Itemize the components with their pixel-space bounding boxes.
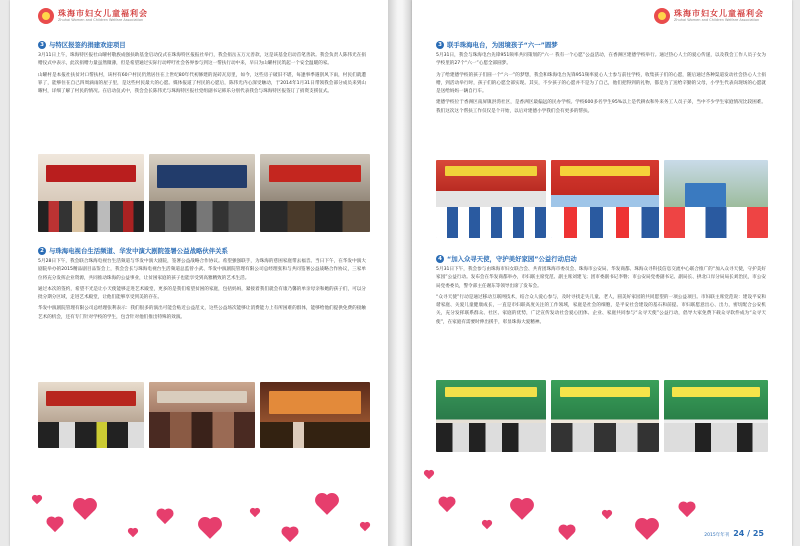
- right-page: [412, 0, 792, 546]
- heart-decoration-icon: [483, 521, 491, 529]
- logo-emblem-icon: [654, 8, 670, 24]
- photo-signing: [260, 154, 370, 232]
- page-number-text: 24 / 25: [733, 529, 764, 538]
- paragraph: 5月31日，我会与珠海电台先锋951频率共同策划的“六一 我有一个心愿”公益活动，在香洲区建德学校举行。通过热心人士的爱心传递，以及我会工作人员子女为学校里的27个“六一”心愿全部圆梦。: [436, 53, 766, 67]
- heart-decoration-icon: [637, 520, 657, 540]
- photo-agreement: [38, 382, 144, 448]
- heart-decoration-icon: [158, 510, 172, 524]
- heart-decoration-icon: [440, 498, 454, 512]
- paragraph: 为了给建德学校的孩子们圆一个“六一”的梦想，我会和珠海电台先锋951频率爱心人士参与前往学校，收集孩子们的心愿，随后通过各种渠道发动社会热心人士捐赠，到活动举行时，孩子们的心愿全部实现。其实，不少孩子的心愿并不是为了自己，他们把得到的礼物，都是为了送给辛勤的父母，小学生代表向现场的心愿就是送给妈妈一辆自行车。: [436, 72, 766, 95]
- photo-guests: [551, 380, 659, 452]
- paragraph: 5月31日下午，我会参与由珠海市妇女联合会、共青团珠海市委员会、珠海市公安局、华发商都、珠海众寻科技信息交流中心联合推广的“加入众寻天使，守护美好家园”公益行动。发布会在华发商都举办，市妇联主席党范、副主席刘建飞；团市委副书记李磐；市公安局党委副书记、副局长、拱北口岸分局局长刘治民，市公安局党委委员，警令部主任谢东等领导出席了发布会。: [436, 267, 766, 289]
- section-title-text: 联手珠海电台，为困境孩子“六一”圆梦: [447, 41, 558, 49]
- heart-decoration-icon: [283, 528, 297, 542]
- paragraph: 3月11日上午，珠海特区报社山曜村敬族成强扶助基金启动仪式在珠海特区报报社举行，我会捐岳五万元善款，这是该基金启动首笔善款。我会负责人陈伟光在捐赠仪式中表示，此次捐赠力量虽然微薄，但是希望通过实际行动呼吁社会各界参与到这一帮扶行动中来，早日为山曜村民筑起一个安全温暖的家。: [38, 53, 366, 67]
- paragraph: 建德学校位于香洲区南屏镇洪湾社区，是香洲区最偏远的民办学校。学校600多名学生95%以上是代耕农和外来务工人员子弟，当中不少学生家庭情况比较困难。我们这次这个帮扶工作仅仅是个开始，以后对建德小学我们会有更多的帮扶。: [436, 100, 766, 114]
- section-number-badge: 3: [436, 41, 444, 49]
- association-logo: [654, 8, 764, 24]
- section-1-title: [38, 40, 366, 49]
- heart-decoration-icon: [200, 519, 220, 539]
- paragraph: 华发中演剧院管理有限公司总经理张利表示：我们很多的演出可能会贴近公益范文，这些公益场次能够让消费能力上有所困难的群体，能够给他们提供免费的接触艺术的机会，还有专门针对学校的学生，包含针对他们推出特殊的效演。: [38, 306, 366, 320]
- section-4-title: [436, 254, 766, 263]
- section-4: [436, 254, 766, 327]
- heart-decoration-icon: [129, 529, 137, 537]
- section-2: [38, 246, 366, 322]
- annual-report-label: 2015年年刊: [704, 533, 730, 538]
- heart-decoration-icon: [560, 526, 574, 540]
- heart-decoration-icon: [317, 495, 337, 515]
- photo-children-stage: [436, 160, 546, 238]
- section-title-text: 与特区报签约捐建欢迎项目: [49, 41, 126, 49]
- photo-audience: [149, 382, 255, 448]
- section-1: [38, 40, 366, 96]
- heart-decoration-icon: [251, 509, 259, 517]
- page-number: [704, 529, 764, 538]
- logo-title-cn: 珠海市妇女儿童福利会: [58, 8, 148, 18]
- heart-decoration-icon: [75, 500, 95, 520]
- section-1-photos: [38, 154, 370, 232]
- paragraph: 通过本次的签约，希望不光是让小天使能够走进艺术殿堂，更多的是我们希望贫困的家庭，包括妈妈，紧接着我们就会有康乃馨的单亲母亲和她的孩子们，可以分批分期分区域，走进艺术殿堂，让他们能够享受到美的存在。: [38, 286, 366, 301]
- heart-decoration-icon: [48, 518, 62, 532]
- paragraph: 5月28日下午，我会联合珠海电视台生活频道与华发中演大剧院，签署公益战略合作协议。希望强强联手，为珠海的慈困家庭带去福音。当日下午，在华发中演大剧院举办的2015精品剧目品鉴会上，我会会长与珠海电视台生活频道总监曾小武、华发中演剧院管理有限公司总经理张和与共同签署公益战略合作协议，三家单位将充分发挥企业资源，共同推动珠海的公益事业，让贫困家庭的孩子也能享受到高雅精致的艺术生活。: [38, 259, 366, 281]
- section-title-text: “加入众寻天使，守护美好家园”公益行动启动: [447, 255, 577, 263]
- photo-ceremony: [38, 154, 144, 232]
- photo-gift-boxes: [664, 160, 768, 238]
- heart-decoration-icon: [680, 503, 694, 517]
- section-3: [436, 40, 766, 116]
- logo-title-cn: 珠海市妇女儿童福利会: [674, 8, 764, 18]
- association-logo: [38, 8, 148, 24]
- heart-decoration-icon: [425, 471, 433, 479]
- section-3-title: [436, 40, 766, 49]
- section-title-text: 与珠海电视台生活频道、华发中演大剧院签署公益战略伙伴关系: [49, 247, 228, 255]
- paragraph: “众寻天使”行动是通过移动互联网技术，结合众人爱心参与，及时寻找走失儿童、老人，圆美好家园的共同愿望的一项公益项目。市妇联主席党范说：建设平安和谐家庭、关爱儿童健康成长，一直是市妇联高度关注的工作领域，家庭是社会的细胞，是平安社会建设的基石和前提。市妇联愿意出心、出力，密切配合公安机关，充分发挥联系群众、社区、家庭的优势，广泛宣传发动社会爱心团体、企业、家庭共同参与“众寻天使”公益行动，倡导大家免费下载众寻软件成为“众寻天使”，在家庭有需要时伸出援手，彰显珠海大爱精神。: [436, 294, 766, 325]
- left-page: [10, 0, 388, 546]
- heart-decoration-icon: [361, 523, 369, 531]
- photo-wish-gifts: [551, 160, 659, 238]
- section-number-badge: 3: [38, 41, 46, 49]
- paragraph: 山曜村是本报社扶贫对口帮扶村，该村有60户村民仍然居住在上世纪80年代初修建的泥砖瓦房里，如今，这些房子破旧不堪，每逢事季遇刮风下雨，村民们就遭罪了，能够住在自己四周滴雨的屋子里，是这些村民最大的心愿。媒体报道了村民的心愿后，陈伟光内心深受触动，于2014年1月31日带领我会部分成员来到山曜村，详细了解了村民的情况。在启动仪式中，我会会长陈伟光与珠海特区报社党组副书记韩乐分别代表我会与珠海特区报签订了捐资支援仪式。: [38, 72, 366, 95]
- section-number-badge: 2: [38, 247, 46, 255]
- logo-title-en: Zhuhai Women and Children Welfare Association: [58, 17, 144, 22]
- heart-decoration-icon: [33, 496, 41, 504]
- heart-decoration-icon: [603, 511, 611, 519]
- book-gutter: [388, 0, 412, 546]
- section-2-photos: [38, 382, 370, 448]
- photo-stage: [260, 382, 370, 448]
- section-4-photos: [436, 380, 770, 452]
- heart-decoration-icon: [512, 500, 532, 520]
- logo-title-en: Zhuhai Women and Children Welfare Association: [674, 17, 760, 22]
- section-3-photos: [436, 160, 770, 238]
- photo-launch-event: [436, 380, 546, 452]
- section-number-badge: 4: [436, 255, 444, 263]
- photo-meeting: [149, 154, 255, 232]
- photo-speakers: [664, 380, 768, 452]
- logo-emblem-icon: [38, 8, 54, 24]
- section-2-title: [38, 246, 366, 255]
